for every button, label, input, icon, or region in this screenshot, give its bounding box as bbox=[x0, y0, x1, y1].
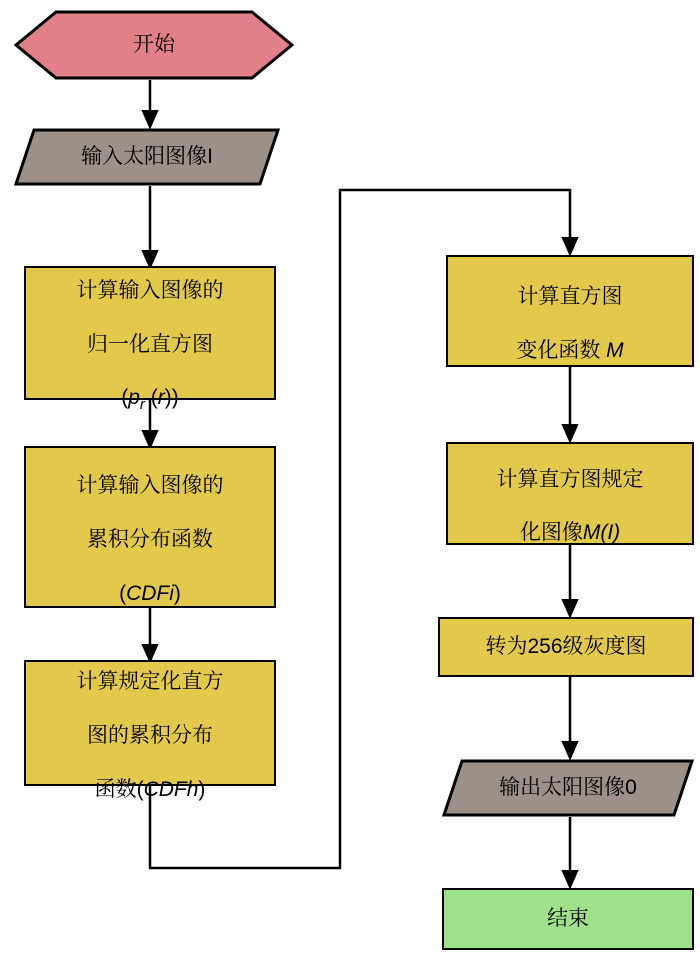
line-2: 归一化直方图 bbox=[87, 332, 213, 356]
node-specified-image[interactable] bbox=[446, 442, 694, 545]
line-2: 变化函数 M bbox=[516, 338, 624, 362]
node-input-image-label: 输入太阳图像I bbox=[81, 144, 213, 168]
node-specified-image-label bbox=[448, 440, 692, 548]
node-cdf-specified[interactable] bbox=[24, 660, 276, 801]
node-normalized-histogram-label bbox=[26, 251, 274, 415]
line-1: 计算直方图 bbox=[517, 285, 623, 309]
line-1: 计算输入图像的 bbox=[76, 474, 224, 498]
node-transform-function[interactable] bbox=[446, 255, 694, 367]
node-normalized-histogram[interactable] bbox=[24, 266, 276, 414]
node-transform-function-label bbox=[448, 257, 692, 365]
node-cdf-specified-label bbox=[26, 642, 274, 803]
line-1: 计算规定化直方 bbox=[76, 670, 224, 694]
line-1: 计算直方图规定 bbox=[496, 467, 644, 491]
line-1: 计算输入图像的 bbox=[76, 278, 224, 302]
node-convert-256-gray-label: 转为256级灰度图 bbox=[485, 634, 647, 658]
line-2: 化图像M(I) bbox=[519, 521, 621, 545]
node-output-image[interactable] bbox=[442, 759, 694, 817]
node-end[interactable] bbox=[442, 888, 694, 950]
node-cdf-input-label bbox=[26, 446, 274, 607]
line-2: 累积分布函数 bbox=[87, 528, 213, 551]
node-output-image-label: 输出太阳图像0 bbox=[499, 775, 637, 799]
line-3: ($p_r$ (r)) bbox=[121, 386, 179, 414]
node-input-image[interactable] bbox=[14, 128, 280, 186]
node-start-label: 开始 bbox=[133, 32, 175, 56]
node-end-label: 结束 bbox=[547, 906, 589, 930]
node-convert-256-gray[interactable] bbox=[438, 617, 694, 677]
line-3: (CDFi) bbox=[119, 581, 181, 605]
line-2: 图的累积分布 bbox=[87, 724, 213, 747]
node-start[interactable] bbox=[14, 10, 294, 80]
node-cdf-input[interactable] bbox=[24, 446, 276, 608]
line-3: 函数(CDFh) bbox=[94, 777, 206, 801]
